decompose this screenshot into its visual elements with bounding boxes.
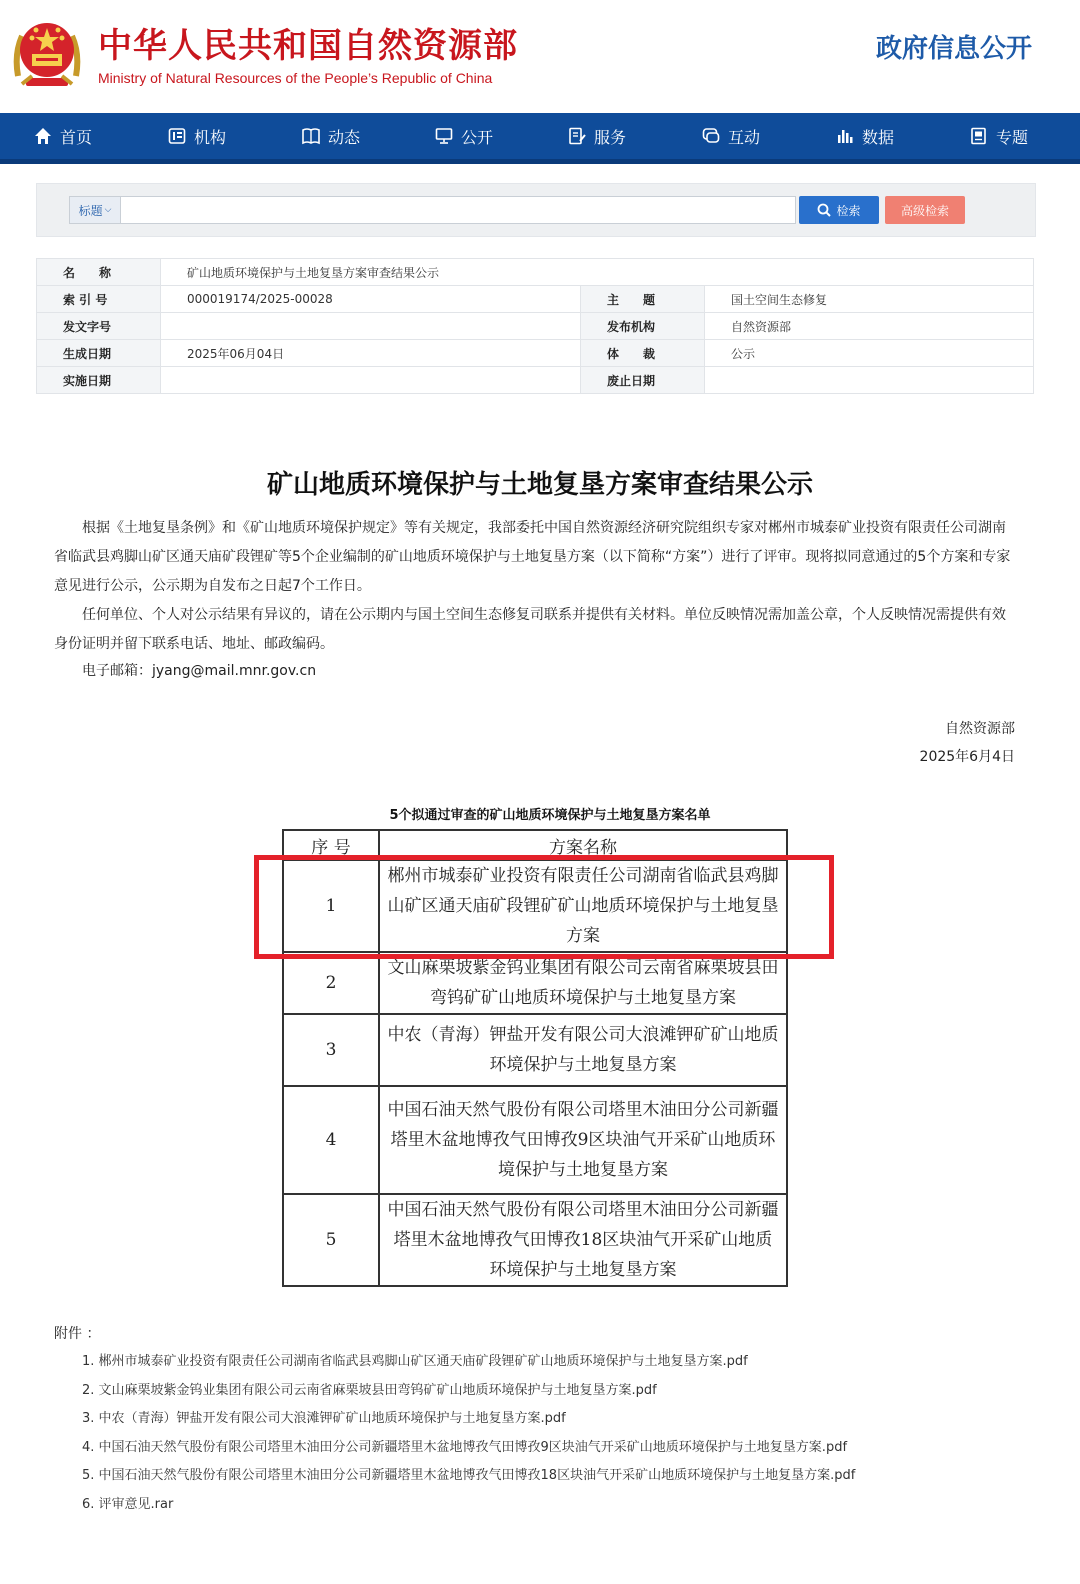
- meta-value: 2025年06月04日: [161, 340, 581, 367]
- article-paragraph: 根据《土地复垦条例》和《矿山地质环境保护规定》等有关规定，我部委托中国自然资源经济研究院组织专家对郴州市城泰矿业投资有限责任公司湖南省临武县鸡脚山矿区通天庙矿段锂矿等5个企业编制的矿山地质环境保护与土地复垦方案（以下简称“方案”）进行了评审。现将拟同意通过的5个方案和专家意见进行公示，公示期为自发布之日起7个工作日。: [54, 520, 1011, 594]
- meta-label: 名 称: [37, 259, 161, 286]
- meta-label: 体 裁: [581, 340, 705, 367]
- row-name: 郴州市城泰矿业投资有限责任公司湖南省临武县鸡脚山矿区通天庙矿段锂矿矿山地质环境保护与土地复垦方案: [379, 860, 787, 952]
- attachment-link[interactable]: 2. 文山麻栗坡紫金钨业集团有限公司云南省麻栗坡县田弯钨矿矿山地质环境保护与土地复垦方案.pdf: [82, 1382, 657, 1398]
- bar-chart-icon: [836, 127, 854, 145]
- row-name: 中农（青海）钾盐开发有限公司大浪滩钾矿矿山地质环境保护与土地复垦方案: [379, 1014, 787, 1086]
- search-button-label: 检索: [836, 203, 861, 218]
- meta-row: [37, 313, 1034, 340]
- search-button[interactable]: [799, 196, 879, 224]
- meta-row: [37, 340, 1034, 367]
- chevron-down-icon: ⌵: [104, 205, 112, 215]
- book-icon: [302, 127, 320, 145]
- nav-item-topic[interactable]: [970, 113, 1028, 159]
- row-name: 中国石油天然气股份有限公司塔里木油田分公司新疆塔里木盆地博孜气田博孜18区块油气开采矿山地质环境保护与土地复垦方案: [379, 1194, 787, 1286]
- nav-item-org[interactable]: [168, 113, 226, 159]
- search-field-label: 标题: [78, 203, 103, 218]
- row-no: 5: [283, 1194, 379, 1286]
- monitor-icon: [435, 127, 453, 145]
- nav-label: 专题: [996, 127, 1029, 147]
- header-name: 方案名称: [379, 830, 787, 860]
- search-field-select[interactable]: [70, 197, 121, 223]
- meta-row: [37, 367, 1034, 394]
- meta-value: [161, 313, 581, 340]
- gov-info-open-title[interactable]: 政府信息公开: [875, 34, 1032, 64]
- nav-item-home[interactable]: [34, 113, 92, 159]
- search-input[interactable]: [122, 198, 786, 222]
- document-edit-icon: [568, 127, 586, 145]
- main-nav: [0, 113, 1080, 164]
- nav-label: 服务: [594, 127, 627, 147]
- attachment-link[interactable]: 1. 郴州市城泰矿业投资有限责任公司湖南省临武县鸡脚山矿区通天庙矿段锂矿矿山地质环境保护与土地复垦方案.pdf: [82, 1354, 748, 1369]
- search-icon: [817, 203, 831, 217]
- site-header: [0, 0, 1080, 113]
- meta-value: 矿山地质环境保护与土地复垦方案审查结果公示: [161, 259, 1034, 286]
- attachment-link[interactable]: 6. 评审意见.rar: [82, 1496, 174, 1512]
- table-row: [283, 952, 787, 1014]
- search-box: [69, 196, 796, 224]
- chat-icon: [702, 127, 720, 145]
- row-no: 1: [283, 860, 379, 952]
- national-emblem-icon[interactable]: [12, 14, 82, 92]
- plan-table-caption: 5个拟通过审查的矿山地质环境保护与土地复垦方案名单: [389, 808, 711, 823]
- meta-value: [705, 367, 1034, 394]
- advanced-search-button[interactable]: 高级检索: [885, 196, 965, 224]
- table-row: [283, 1014, 787, 1086]
- article-title: 矿山地质环境保护与土地复垦方案审查结果公示: [266, 470, 813, 500]
- meta-label: 发布机构: [581, 313, 705, 340]
- attachments-label: 附件 ：: [54, 1326, 101, 1342]
- signature-date: 2025年6月4日: [919, 749, 1015, 765]
- contact-email[interactable]: 电子邮箱：jyang@mail.mnr.gov.cn: [82, 663, 317, 679]
- meta-row: [37, 259, 1034, 286]
- nav-label: 公开: [461, 127, 494, 147]
- nav-item-service[interactable]: [568, 113, 626, 159]
- nav-label: 动态: [328, 127, 361, 147]
- highlight-box: [254, 855, 834, 959]
- attachment-link[interactable]: 4. 中国石油天然气股份有限公司塔里木油田分公司新疆塔里木盆地博孜气田博孜9区块油气开采矿山地质环境保护与土地复垦方案.pdf: [82, 1439, 848, 1455]
- nav-label: 互动: [728, 127, 761, 147]
- topic-icon: [970, 127, 988, 145]
- meta-label: 生成日期: [37, 340, 161, 367]
- nav-item-public[interactable]: [435, 113, 493, 159]
- meta-label: 主 题: [581, 286, 705, 313]
- row-name: 文山麻栗坡紫金钨业集团有限公司云南省麻栗坡县田弯钨矿矿山地质环境保护与土地复垦方案: [379, 952, 787, 1014]
- meta-label: 实施日期: [37, 367, 161, 394]
- attachment-link[interactable]: 5. 中国石油天然气股份有限公司塔里木油田分公司新疆塔里木盆地博孜气田博孜18区块油气开采矿山地质环境保护与土地复垦方案.pdf: [82, 1468, 856, 1484]
- article-paragraph: 任何单位、个人对公示结果有异议的，请在公示期内与国土空间生态修复司联系并提供有关材料。单位反映情况需加盖公章，个人反映情况需提供有效身份证明并留下联系电话、地址、邮政编码。: [54, 607, 1006, 652]
- header-no: 序 号: [283, 830, 379, 860]
- building-icon: [168, 127, 186, 145]
- row-no: 3: [283, 1014, 379, 1086]
- nav-item-news[interactable]: [302, 113, 360, 159]
- site-subtitle: Ministry of Natural Resources of the People’s Republic of China: [98, 70, 493, 86]
- nav-label: 机构: [194, 127, 227, 147]
- meta-label: 发文字号: [37, 313, 161, 340]
- attachment-list: [82, 1348, 855, 1520]
- site-title: 中华人民共和国自然资源部: [98, 26, 518, 66]
- nav-label: 数据: [862, 127, 895, 147]
- document-meta-table: [36, 258, 1034, 394]
- row-no: 2: [283, 952, 379, 1014]
- meta-row: [37, 286, 1034, 313]
- meta-label: 废止日期: [581, 367, 705, 394]
- attachment-link[interactable]: 3. 中农（青海）钾盐开发有限公司大浪滩钾矿矿山地质环境保护与土地复垦方案.pdf: [82, 1411, 566, 1427]
- meta-value: 公示: [705, 340, 1034, 367]
- row-name: 中国石油天然气股份有限公司塔里木油田分公司新疆塔里木盆地博孜气田博孜9区块油气开采矿山地质环境保护与土地复垦方案: [379, 1086, 787, 1194]
- row-no: 4: [283, 1086, 379, 1194]
- table-row: [283, 1086, 787, 1194]
- nav-label: 首页: [60, 127, 93, 147]
- meta-value: [161, 367, 581, 394]
- search-bar: [36, 183, 1036, 237]
- table-row: [283, 1194, 787, 1286]
- nav-item-data[interactable]: [836, 113, 894, 159]
- meta-label: 索 引 号: [37, 286, 161, 313]
- meta-value: 国土空间生态修复: [705, 286, 1034, 313]
- meta-value: 000019174/2025-00028: [161, 286, 581, 313]
- meta-value: 自然资源部: [705, 313, 1034, 340]
- nav-item-interact[interactable]: [702, 113, 760, 159]
- signature-org: 自然资源部: [945, 721, 1015, 737]
- home-icon: [34, 127, 52, 145]
